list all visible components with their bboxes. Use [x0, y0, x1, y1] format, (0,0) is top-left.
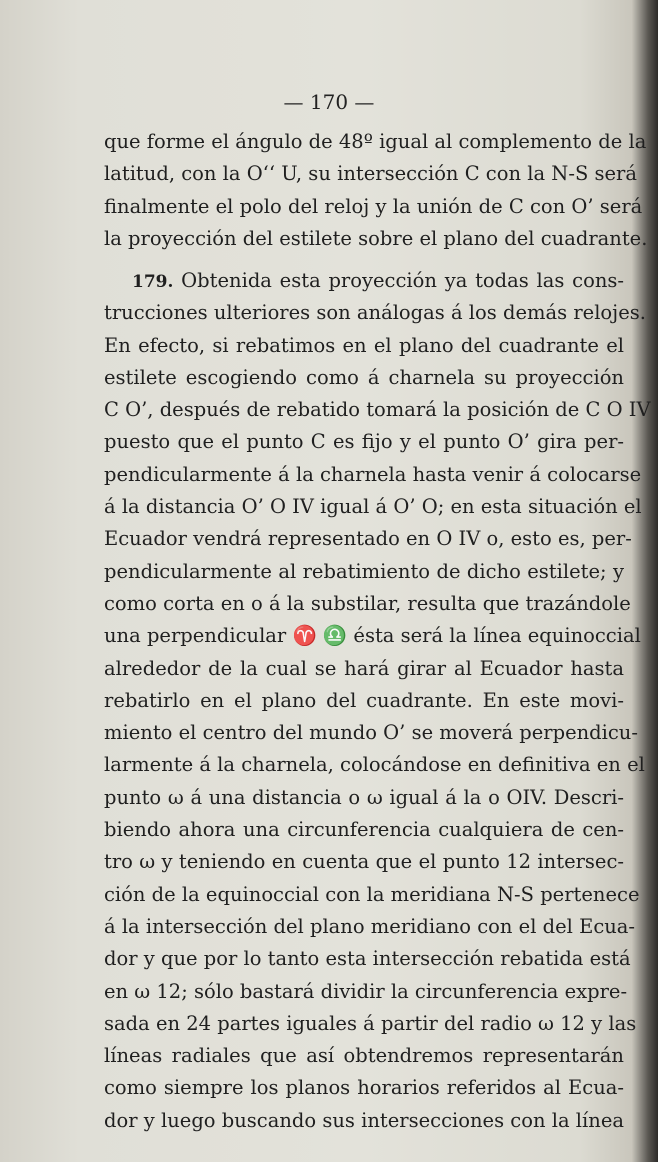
section-number: 179. — [132, 272, 174, 292]
text-line: C O’, después de rebatido tomará la posición de C O IV — [104, 398, 651, 422]
text-line: larmente á la charnela, colocándose en definitiva en el — [104, 753, 645, 777]
text-line: la proyección del estilete sobre el plano del cuadrante. — [104, 226, 648, 250]
text-line: dor y que por lo tanto esta intersección rebatida está — [104, 947, 631, 971]
text-line: ción de la equinoccial con la meridiana N-S pertenece — [104, 882, 640, 906]
text-line: Ecuador vendrá representado en O IV o, esto es, per- — [104, 527, 632, 551]
text-line: tro ω y teniendo en cuenta que el punto 12 intersec- — [104, 850, 624, 874]
text-line: miento el centro del mundo O’ se moverá perpendicu- — [104, 721, 638, 745]
text-line: alrededor de la cual se hará girar al Ecuador hasta — [104, 656, 624, 680]
text-line: pendicularmente á la charnela hasta venir á colocarse — [104, 462, 642, 486]
text-line: sada en 24 partes iguales á partir del radio ω 12 y las — [104, 1011, 637, 1035]
text-line: en ω 12; sólo bastará dividir la circunferencia expre- — [104, 979, 628, 1003]
page-number: — 170 — — [283, 90, 375, 114]
text-line-first — [104, 265, 624, 297]
text-line: finalmente el polo del reloj y la unión de C con O’ será — [104, 194, 643, 218]
text-line: puesto que el punto C es fijo y el punto O’ gira per- — [104, 430, 624, 454]
text-line: á la intersección del plano meridiano con el del Ecua- — [104, 914, 636, 938]
text-line: rebatirlo en el plano del cuadrante. En este movi- — [104, 688, 624, 712]
text-line: En efecto, si rebatimos en el plano del cuadrante el — [104, 333, 624, 357]
section-179-paragraph — [104, 265, 651, 1137]
text-line: estilete escogiendo como á charnela su proyección — [104, 365, 624, 389]
text-line: punto ω á una distancia o ω igual á la o OIV. Descri- — [104, 785, 624, 809]
text-line: dor y luego buscando sus intersecciones con la línea — [104, 1108, 624, 1132]
text-line: que forme el ángulo de 48º igual al complemento de la — [104, 130, 647, 153]
text-line: como siempre los planos horarios referidos al Ecua- — [104, 1076, 624, 1100]
text-line: una perpendicular ♈ ♎ ésta será la línea equinoccial — [104, 624, 641, 648]
text-line: líneas radiales que así obtendremos representarán — [104, 1044, 624, 1068]
text-line: trucciones ulteriores son análogas á los demás relojes. — [104, 301, 646, 325]
text-line-first-rest: Obtenida esta proyección ya todas las cons- — [181, 269, 624, 292]
text-line: pendicularmente al rebatimiento de dicho estilete; y — [104, 559, 624, 583]
text-line: latitud, con la O‘‘ U, su intersección C con la N-S será — [104, 162, 637, 186]
text-line: biendo ahora una circunferencia cualquiera de cen- — [104, 818, 624, 842]
text-line: á la distancia O’ O IV igual á O’ O; en esta situación el — [104, 495, 642, 519]
text-line: como corta en o á la substilar, resulta que trazándole — [104, 591, 631, 615]
paragraph-continuation — [104, 126, 648, 255]
